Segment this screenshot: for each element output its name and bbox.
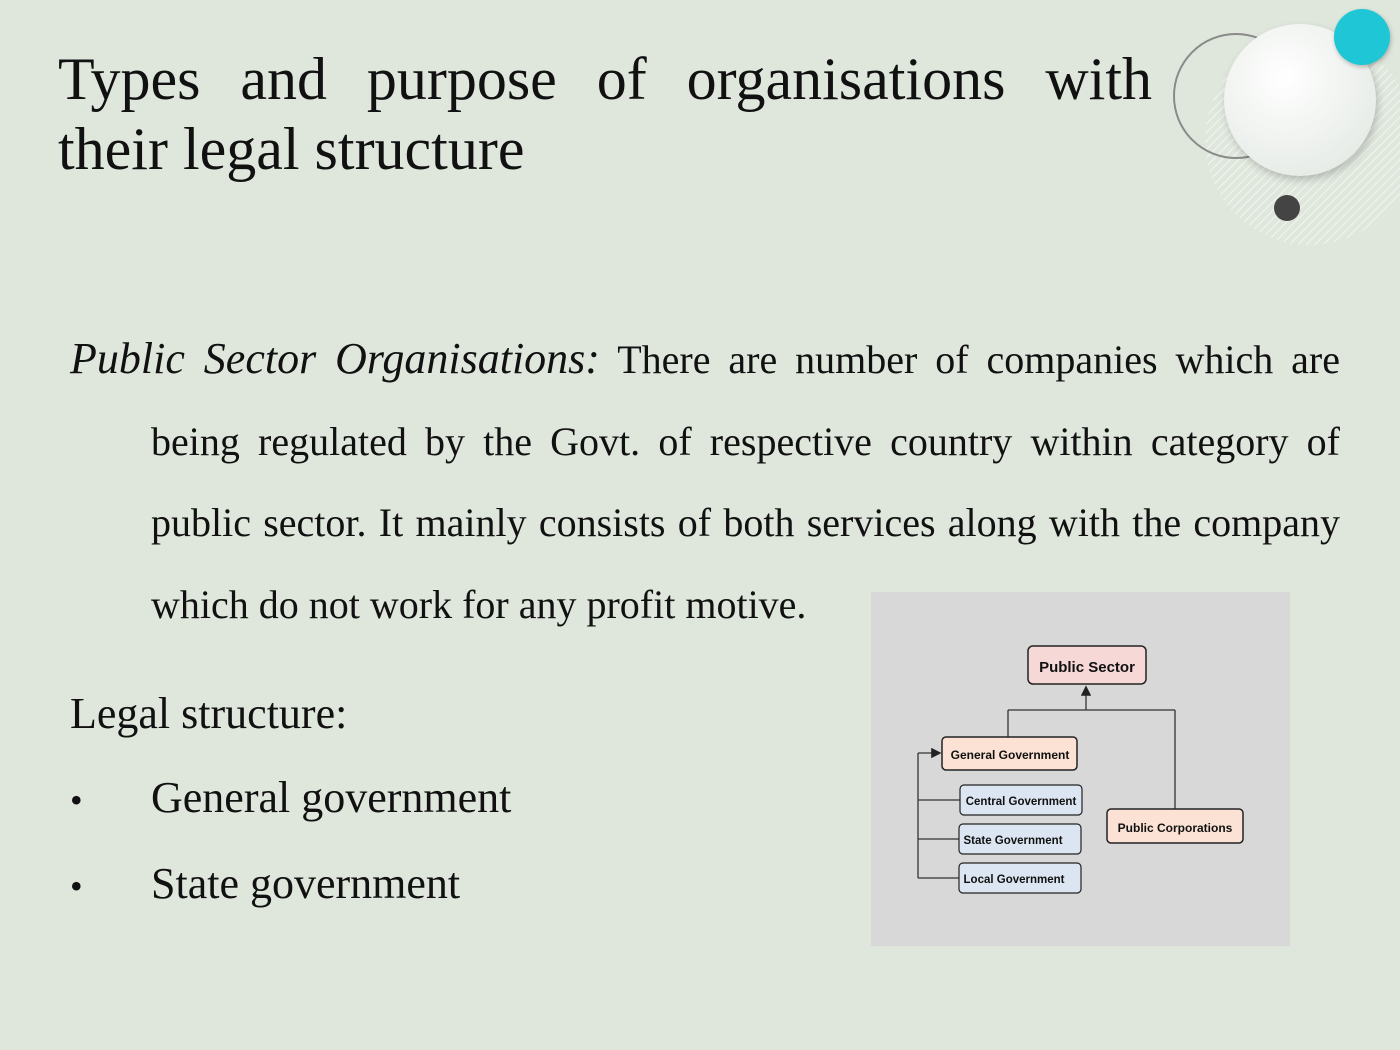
list-item-label: General government — [151, 773, 512, 822]
public-sector-diagram — [871, 592, 1290, 946]
dark-dot — [1274, 195, 1300, 221]
public-corporations-label: Public Corporations — [1117, 821, 1233, 835]
state-government-label: State Government — [963, 835, 1063, 847]
teal-circle — [1334, 9, 1390, 65]
bullet-icon: • — [70, 780, 83, 820]
slide-title: Types and purpose of organisations with their legal structure — [58, 46, 1152, 182]
paragraph-lead: Public Sector Organisations: — [70, 334, 600, 383]
central-government-label: Central Government — [965, 796, 1077, 808]
list-item — [70, 842, 511, 928]
list-item — [70, 756, 511, 842]
decorative-circles — [1160, 0, 1400, 250]
bullet-icon: • — [70, 866, 83, 906]
paragraph-body: There are number of companies which are being regulated by the Govt. of respective country within category of public sector. It mainly consists of both services along with the company which do not work for any profit motive. — [151, 337, 1341, 627]
general-government-label: General Government — [950, 748, 1070, 762]
public-sector-label: Public Sector — [1039, 659, 1135, 676]
legal-structure-section — [70, 672, 511, 928]
legal-heading: Legal structure: — [70, 689, 348, 738]
list-item-label: State government — [151, 859, 461, 908]
local-government-label: Local Government — [963, 874, 1065, 886]
